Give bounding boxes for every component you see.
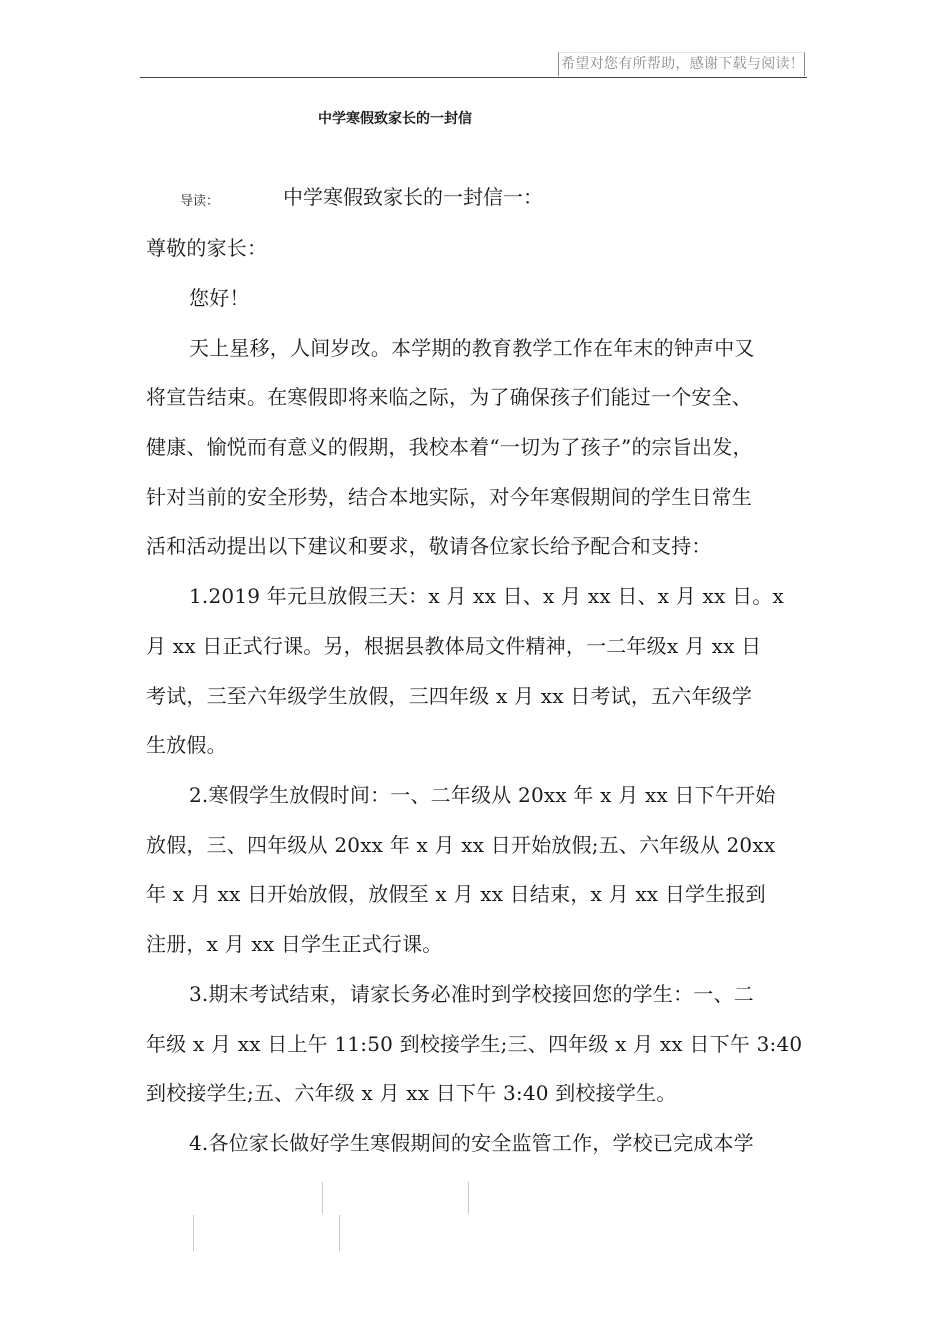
table-border-line xyxy=(322,1182,323,1214)
body-line: 月 xx 日正式行课。另，根据县教体局文件精神，一二年级x 月 xx 日 xyxy=(146,634,762,658)
intro-text: 中学寒假致家长的一封信一： xyxy=(283,185,543,209)
body-line: 注册，x 月 xx 日学生正式行课。 xyxy=(146,932,443,956)
table-border-line xyxy=(468,1182,469,1214)
body-line: 针对当前的安全形势，结合本地实际，对今年寒假期间的学生日常生 xyxy=(146,485,752,509)
intro-label: 导读： xyxy=(180,194,220,209)
body-line: 健康、愉悦而有意义的假期，我校本着“一切为了孩子”的宗旨出发， xyxy=(146,435,753,459)
body-line: 天上星移，人间岁改。本学期的教育教学工作在年末的钟声中又 xyxy=(189,336,755,360)
body-line: 生放假。 xyxy=(146,733,227,757)
body-line: 放假，三、四年级从 20xx 年 x 月 xx 日开始放假;五、六年级从 20xx xyxy=(146,833,776,857)
body-line: 考试，三至六年级学生放假，三四年级 x 月 xx 日考试，五六年级学 xyxy=(146,684,753,708)
header-rule xyxy=(140,77,807,78)
table-border-line xyxy=(339,1215,340,1251)
body-line: 活和活动提出以下建议和要求，敬请各位家长给予配合和支持： xyxy=(146,534,712,558)
salutation: 尊敬的家长： xyxy=(146,236,268,260)
body-line: 到校接学生;五、六年级 x 月 xx 日下午 3:40 到校接学生。 xyxy=(146,1081,677,1105)
document-title: 中学寒假致家长的一封信 xyxy=(318,111,472,127)
body-line: 1.2019 年元旦放假三天：x 月 xx 日、x 月 xx 日、x 月 xx 日。x xyxy=(189,584,784,608)
body-line: 2.寒假学生放假时间：一、二年级从 20xx 年 x 月 xx 日下午开始 xyxy=(189,783,776,807)
body-line: 年 x 月 xx 日开始放假，放假至 x 月 xx 日结束，x 月 xx 日学生报到 xyxy=(146,882,766,906)
header-note: 希望对您有所帮助，感谢下载与阅读！ xyxy=(561,56,805,72)
body-line: 将宣告结束。在寒假即将来临之际，为了确保孩子们能过一个安全、 xyxy=(146,385,752,409)
body-line: 年级 x 月 xx 日上午 11:50 到校接学生;三、四年级 x 月 xx 日下午 3:40 xyxy=(146,1032,803,1056)
body-line: 4.各位家长做好学生寒假期间的安全监管工作，学校已完成本学 xyxy=(189,1131,754,1155)
greeting: 您好！ xyxy=(189,286,250,310)
body-line: 3.期末考试结束，请家长务必准时到学校接回您的学生：一、二 xyxy=(189,982,754,1006)
table-border-line xyxy=(193,1215,194,1251)
